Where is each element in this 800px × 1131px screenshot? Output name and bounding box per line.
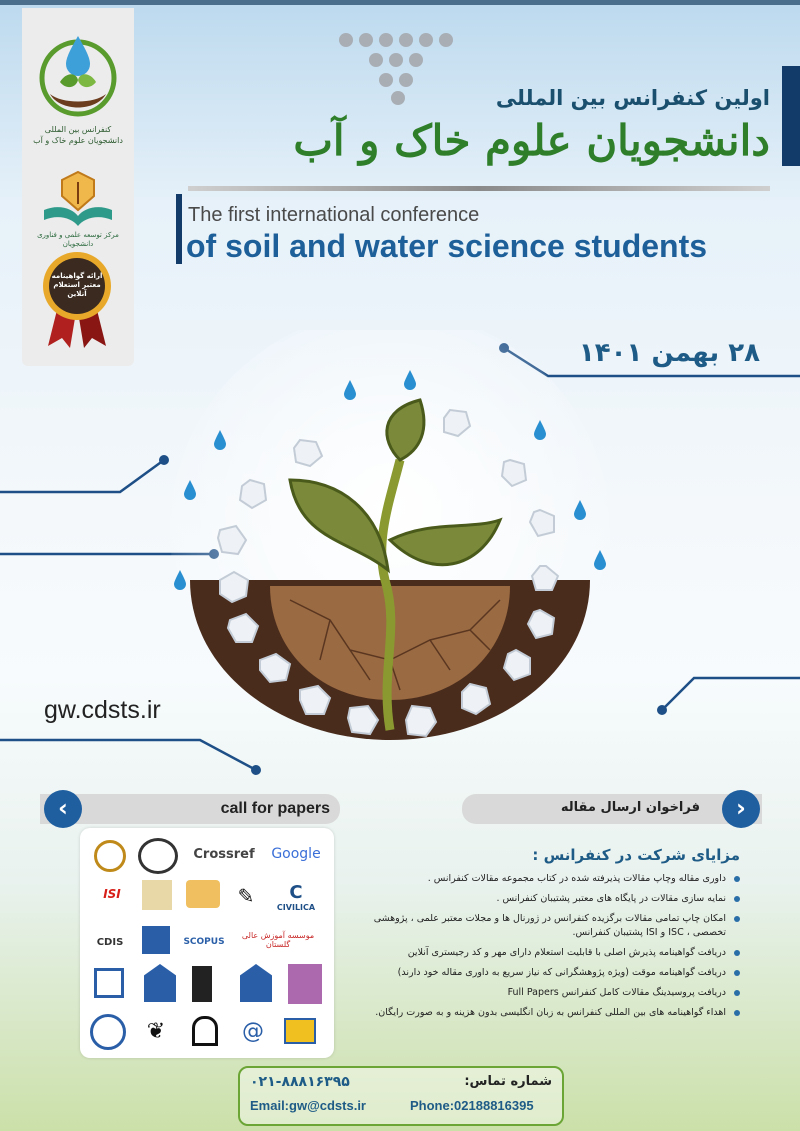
conference-subtitle-fa: اولین کنفرانس بین المللی [495, 86, 770, 110]
logo-shield-icon [142, 926, 170, 954]
top-edge [0, 0, 800, 5]
pen-book-logo-icon [38, 170, 118, 228]
call-for-papers-fa-label: فراخوان ارسال مقاله [560, 800, 700, 815]
benefit-item: دریافت گواهینامه موقت (ویژه پژوهشگرانی که نیاز سریع به داوری مقاله خود دارند) [340, 966, 740, 980]
right-accent-bar [782, 66, 800, 166]
benefits-title: مزایای شرکت در کنفرانس : [532, 846, 740, 864]
soil-plant-illustration [150, 330, 630, 770]
benefit-item: نمایه سازی مقالات در پایگاه های معتبر پشتیبان کنفرانس . [340, 892, 740, 906]
logo-book-icon [94, 968, 124, 998]
dot-pattern [338, 32, 466, 106]
certificate-badge-icon [40, 250, 114, 350]
left-connector-1 [0, 446, 170, 506]
contact-email[interactable]: Email:gw@cdsts.ir [250, 1098, 366, 1113]
logo-swirl-icon: @ [242, 1018, 264, 1044]
left-accent-bar [176, 194, 182, 264]
call-for-papers-label: call for papers [220, 800, 330, 817]
logo-building-icon [142, 880, 172, 910]
logo-calligraphy-2-icon [288, 964, 322, 1004]
benefit-item: دریافت گواهینامه پذیرش اصلی با قابلیت استعلام دارای مهر و کد رجیستری آنلاین [340, 946, 740, 960]
logo-tower-icon [192, 966, 212, 1002]
chevron-right-icon: › [722, 790, 760, 828]
logo-book-yellow-icon [284, 1018, 316, 1044]
benefit-item: داوری مقاله وچاپ مقالات پذیرفته شده در کتاب مجموعه مقالات کنفرانس . [340, 872, 740, 886]
conference-date: ۲۸ بهمن ۱۴۰۱ [578, 338, 760, 368]
header-divider [188, 186, 770, 191]
logo-seal-icon [94, 840, 126, 872]
right-connector [654, 670, 800, 720]
logo-isi: ISI [103, 887, 121, 901]
logo-cdis: CDIS [96, 936, 124, 948]
badge-text: ارائه گواهینامه معتبر استعلام آنلاین [51, 272, 103, 298]
supporters-logos [80, 828, 334, 1058]
logo-pen-icon [186, 880, 220, 908]
chevron-left-icon: ‹ [44, 790, 82, 828]
conference-title-en-line1: The first international conference [188, 204, 480, 226]
logo-bird-icon: ❦ [146, 1018, 166, 1044]
benefit-item: دریافت پروسیدینگ مقالات کامل کنفرانس Full Papers [340, 986, 740, 1000]
logo2-caption: مرکز توسعه علمی و فناوری دانشجویان [37, 231, 119, 248]
conference-title-en-line2: of soil and water science students [186, 228, 708, 264]
logo-scopus: SCOPUS [183, 937, 225, 947]
website-url[interactable]: gw.cdsts.ir [44, 696, 161, 724]
conference-logo-icon [36, 32, 120, 120]
logo-gear-icon [138, 838, 178, 874]
logo-university-1-icon [144, 964, 176, 1002]
logo-google: Google [271, 846, 321, 862]
logo-university-2-icon [240, 964, 272, 1002]
contact-phone-fa[interactable]: ۰۲۱-۸۸۸۱۶۳۹۵ [250, 1074, 350, 1090]
logo-civilica: C CIVILICA [276, 882, 316, 912]
url-connector [0, 732, 268, 780]
contact-title: شماره تماس: [464, 1074, 552, 1089]
benefit-item: اهداء گواهینامه های بین المللی کنفرانس به زبان انگلیسی بدون هزینه و به صورت رایگان. [340, 1006, 740, 1020]
logo-crossref: Crossref [193, 846, 255, 862]
logo-arch-icon [192, 1016, 218, 1046]
logo-round-icon [90, 1014, 126, 1050]
contact-phone[interactable]: Phone:02188816395 [410, 1098, 534, 1113]
benefit-item: امکان چاپ تمامی مقالات برگزیده کنفرانس در ژورنال ها و مجلات معتبر علمی ، پژوهشی تخصصی ، ISC و ISI پشتیبان کنفرانس. [340, 912, 740, 940]
conference-title-fa: دانشجویان علوم خاک و آب [293, 116, 770, 165]
logo1-caption: کنفرانس بین المللی دانشجویان علوم خاک و آب [33, 125, 123, 145]
logo-calligraphy-icon: ✎ [237, 884, 255, 908]
benefits-list [340, 872, 740, 1026]
logo-institute: موسسه آموزش عالی گلستان [241, 931, 315, 949]
